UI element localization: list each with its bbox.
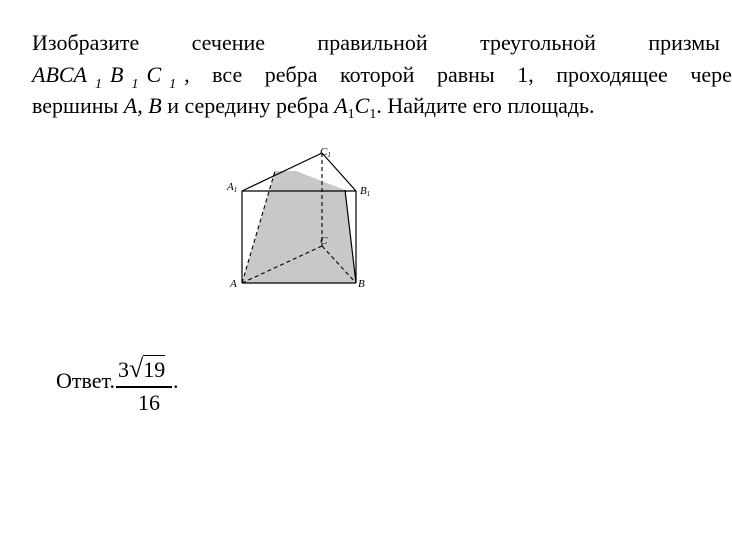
- word: Изобразите: [32, 30, 140, 55]
- word: все: [212, 62, 243, 87]
- problem-line-1: [32, 30, 720, 56]
- word: которой: [340, 62, 415, 87]
- prism-name: ABCA $_1$ B $_1$ C $_1$ ,: [32, 62, 190, 92]
- label-c: C: [320, 235, 328, 247]
- word: проходящее: [556, 62, 668, 87]
- word: треугольной: [480, 30, 596, 55]
- word: правильной: [317, 30, 428, 55]
- word: сечение: [191, 30, 266, 55]
- word: чере: [690, 62, 732, 87]
- answer-numerator: 3√19: [118, 354, 166, 383]
- problem-line-2: [32, 62, 732, 93]
- label-b1: B1: [360, 185, 371, 198]
- answer-end: .: [173, 368, 179, 393]
- label-c1: C1: [320, 146, 331, 159]
- word: 1,: [517, 62, 534, 87]
- problem-line-3: вершины A, B и середину ребра $A_1C_1$. Найдите его площадь.: [32, 93, 595, 122]
- prism-figure: [222, 142, 382, 294]
- fraction-bar: [116, 386, 172, 388]
- word: ребра: [264, 62, 318, 87]
- word: равны: [436, 62, 495, 87]
- answer-denominator: 16: [138, 390, 160, 415]
- label-b: B: [358, 278, 365, 290]
- answer-label: Ответ.: [56, 368, 115, 393]
- word: призмы: [648, 30, 720, 55]
- section-polygon: [242, 171, 356, 283]
- label-a: A: [230, 278, 237, 290]
- label-a1: A1: [227, 181, 238, 194]
